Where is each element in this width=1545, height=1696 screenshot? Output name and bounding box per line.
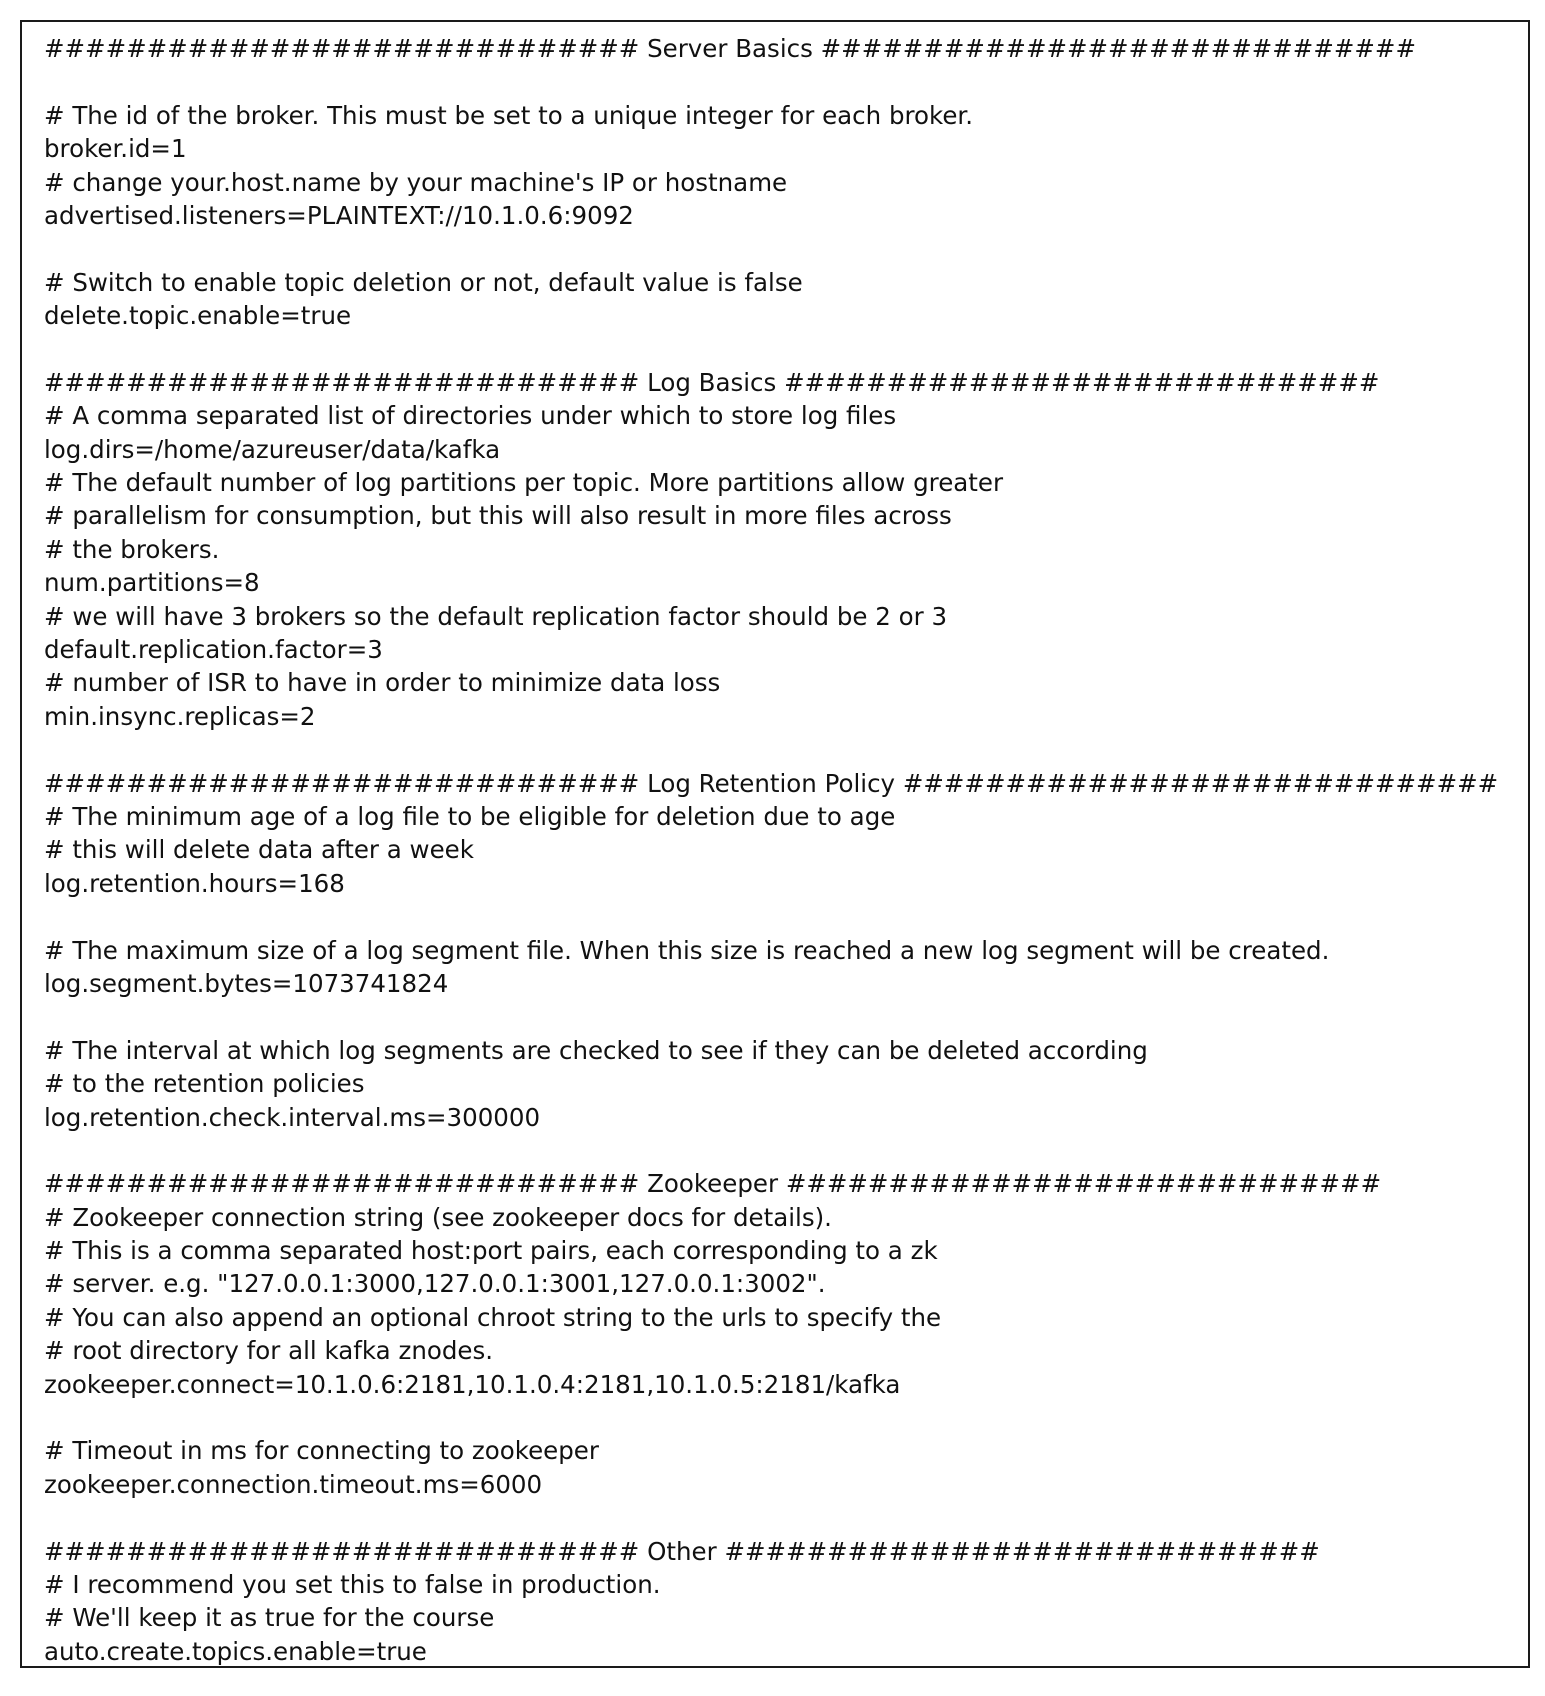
comment-line: # parallelism for consumption, but this will also result in more files across: [44, 501, 952, 531]
comment-line: # server. e.g. "127.0.0.1:3000,127.0.0.1:3001,127.0.0.1:3002".: [44, 1269, 826, 1299]
property-line: zookeeper.connection.timeout.ms=6000: [44, 1469, 543, 1499]
property-line: auto.create.topics.enable=true: [44, 1636, 427, 1666]
blank-line: [44, 900, 1518, 933]
section-header: ############################# Log Basics #############################: [44, 367, 1380, 397]
blank-line: [44, 1134, 1518, 1167]
blank-line: [44, 333, 1518, 366]
property-line: zookeeper.connect=10.1.0.6:2181,10.1.0.4:2181,10.1.0.5:2181/kafka: [44, 1369, 901, 1399]
blank-line: [44, 733, 1518, 766]
section-header: ############################# Log Retention Policy #############################: [44, 768, 1499, 798]
property-line: default.replication.factor=3: [44, 635, 383, 665]
comment-line: # Zookeeper connection string (see zookeeper docs for details).: [44, 1202, 832, 1232]
comment-line: # The default number of log partitions per topic. More partitions allow greater: [44, 468, 1004, 498]
blank-line: [44, 1000, 1518, 1033]
comment-line: # change your.host.name by your machine's IP or hostname: [44, 167, 788, 197]
section-header: ############################# Other #############################: [44, 1536, 1320, 1566]
property-line: log.retention.check.interval.ms=300000: [44, 1102, 541, 1132]
property-line: broker.id=1: [44, 134, 187, 164]
comment-line: # We'll keep it as true for the course: [44, 1603, 495, 1633]
comment-line: # Switch to enable topic deletion or not, default value is false: [44, 267, 803, 297]
property-line: min.insync.replicas=2: [44, 701, 316, 731]
comment-line: # You can also append an optional chroot string to the urls to specify the: [44, 1302, 942, 1332]
comment-line: # I recommend you set this to false in production.: [44, 1569, 661, 1599]
property-line: delete.topic.enable=true: [44, 301, 352, 331]
property-line: log.dirs=/home/azureuser/data/kafka: [44, 434, 501, 464]
property-line: log.segment.bytes=1073741824: [44, 968, 449, 998]
comment-line: # The minimum age of a log file to be eligible for deletion due to age: [44, 801, 896, 831]
comment-line: # This is a comma separated host:port pairs, each corresponding to a zk: [44, 1236, 938, 1266]
comment-line: # the brokers.: [44, 534, 220, 564]
comment-line: # root directory for all kafka znodes.: [44, 1336, 494, 1366]
comment-line: # A comma separated list of directories under which to store log files: [44, 401, 897, 431]
comment-line: # to the retention policies: [44, 1069, 365, 1099]
comment-line: # Timeout in ms for connecting to zookeeper: [44, 1436, 599, 1466]
blank-line: [44, 1501, 1518, 1534]
property-line: num.partitions=8: [44, 568, 260, 598]
blank-line: [44, 65, 1518, 98]
comment-line: # we will have 3 brokers so the default replication factor should be 2 or 3: [44, 601, 948, 631]
document-frame: [20, 20, 1530, 1668]
comment-line: # number of ISR to have in order to minimize data loss: [44, 668, 721, 698]
comment-line: # this will delete data after a week: [44, 835, 474, 865]
property-line: log.retention.hours=168: [44, 868, 345, 898]
comment-line: # The interval at which log segments are checked to see if they can be deleted according: [44, 1035, 1148, 1065]
property-line: advertised.listeners=PLAINTEXT://10.1.0.6:9092: [44, 200, 634, 230]
kafka-server-properties: [44, 32, 1518, 1668]
comment-line: # The id of the broker. This must be set to a unique integer for each broker.: [44, 100, 974, 130]
section-header: ############################# Zookeeper #############################: [44, 1169, 1382, 1199]
section-header: ############################# Server Basics #############################: [44, 34, 1416, 63]
blank-line: [44, 232, 1518, 265]
comment-line: # The maximum size of a log segment file. When this size is reached a new log segment will be created.: [44, 935, 1330, 965]
blank-line: [44, 1401, 1518, 1434]
